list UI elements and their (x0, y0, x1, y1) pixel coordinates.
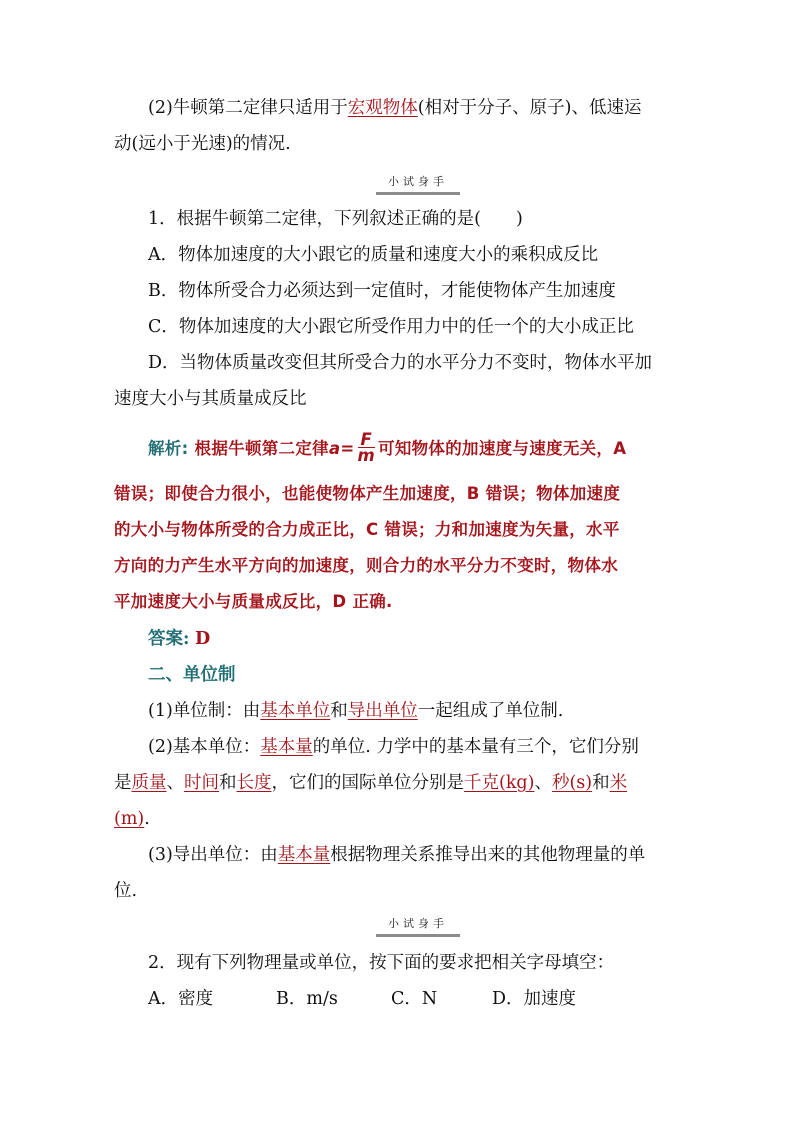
option-d: D．加速度 (492, 989, 577, 1009)
analysis-line (148, 430, 627, 465)
text-span: 、 (166, 773, 184, 793)
text-span: ，它们的国际单位分别是 (271, 773, 464, 793)
text-span: 可知物体的加速度与速度无关，A (378, 439, 627, 458)
answer-fill: 米 (609, 773, 628, 793)
answer-value: D (195, 629, 211, 649)
paragraph-line (114, 771, 627, 795)
fraction-denominator: m (357, 446, 376, 465)
paragraph-line (148, 843, 645, 867)
analysis-line: 的大小与物体所受的合力成正比，C 错误；力和加速度为矢量，水平 (114, 520, 620, 539)
fraction-numerator: F (358, 432, 376, 448)
text-span: (1)单位制：由 (148, 701, 261, 721)
text-span: 根据物理关系推导出来的其他物理量的单 (330, 845, 646, 865)
answer-fill: (m) (114, 809, 145, 829)
section-heading: 二、单位制 (148, 665, 236, 685)
text-span: 根据牛顿第二定律 (194, 439, 329, 458)
answer-fill: 基本量 (277, 845, 331, 865)
text-span: (3)导出单位：由 (148, 845, 278, 865)
paragraph-line (148, 96, 641, 120)
text-span: (相对于分子、原子)、低速运 (417, 98, 642, 118)
option-a: A．密度 (148, 989, 214, 1009)
badge-underline (376, 934, 460, 937)
paragraph-line (114, 807, 150, 831)
text-span: 一起组成了单位制. (417, 701, 564, 721)
option-d: D．当物体质量改变但其所受合力的水平分力不变时，物体水平加 (148, 353, 653, 373)
text-span: 、 (534, 773, 552, 793)
section-badge (376, 175, 460, 195)
section-badge (376, 917, 460, 937)
option-b: B．物体所受合力必须达到一定值时，才能使物体产生加速度 (148, 281, 616, 301)
text-span: (2)基本单位： (148, 737, 261, 757)
option-a: A．物体加速度的大小跟它的质量和速度大小的乘积成反比 (148, 245, 599, 265)
text-span: (2)牛顿第二定律只适用于 (148, 98, 348, 118)
text-span: 和 (330, 701, 348, 721)
answer-fill: 秒(s) (551, 773, 593, 793)
answer-fill: 千克(kg) (464, 773, 535, 793)
answer-fill: 时间 (184, 773, 219, 793)
formula-a: a (328, 439, 341, 458)
option-c: C．N (391, 989, 438, 1009)
answer-line (148, 627, 210, 651)
badge-label: 小试身手 (388, 175, 448, 188)
answer-label: 答案: (148, 629, 190, 649)
option-b: B．m/s (276, 989, 338, 1009)
analysis-line: 平加速度大小与质量成反比，D 正确. (114, 592, 393, 611)
answer-fill: 质量 (131, 773, 167, 793)
paragraph-line (148, 699, 563, 723)
answer-fill: 基本单位 (260, 701, 331, 721)
option-c: C．物体加速度的大小跟它所受作用力中的任一个的大小成正比 (148, 317, 634, 337)
formula-fraction (358, 432, 376, 463)
text-span: . (144, 809, 150, 829)
paragraph-line: 动(远小于光速)的情况. (114, 134, 291, 154)
question-stem: 1．根据牛顿第二定律，下列叙述正确的是( ) (148, 209, 523, 229)
text-span: 是 (114, 773, 132, 793)
paragraph-line (148, 735, 639, 759)
analysis-line: 错误；即使合力很小，也能使物体产生加速度，B 错误；物体加速度 (114, 484, 621, 503)
option-d-cont: 速度大小与其质量成反比 (114, 389, 307, 409)
badge-label: 小试身手 (388, 917, 448, 930)
question-stem: 2．现有下列物理量或单位，按下面的要求把相关字母填空： (148, 953, 615, 973)
answer-fill: 导出单位 (347, 701, 418, 721)
formula-eq: = (340, 439, 355, 458)
options-row (148, 987, 576, 1011)
text-span: 的单位. 力学中的基本量有三个，它们分别 (312, 737, 639, 757)
answer-fill: 长度 (236, 773, 272, 793)
analysis-label: 解析: (148, 439, 189, 458)
text-span: 和 (592, 773, 610, 793)
paragraph-line: 位. (114, 881, 138, 901)
answer-fill: 基本量 (260, 737, 313, 757)
analysis-line: 方向的力产生水平方向的加速度，则合力的水平分力不变时，物体水 (114, 556, 618, 575)
badge-underline (376, 192, 460, 195)
text-span: 和 (219, 773, 237, 793)
answer-fill: 宏观物体 (347, 98, 418, 118)
